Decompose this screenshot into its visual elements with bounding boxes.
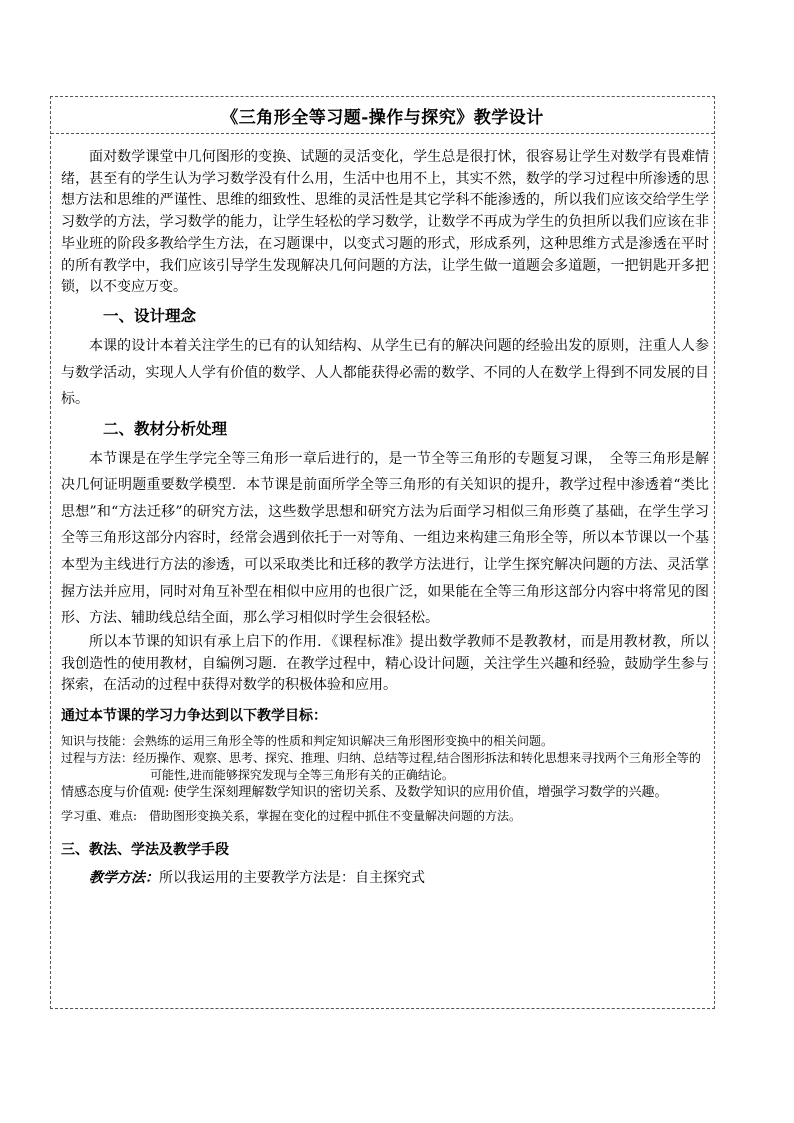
page-title: 《三角形全等习题-操作与探究》教学设计 xyxy=(221,107,544,128)
document-body xyxy=(61,147,709,889)
goal-knowledge: 知识与技能：会熟练的运用三角形全等的性质和判定知识解决三角形图形变换中的相关问题。 xyxy=(61,733,554,748)
intro-paragraph: 面对数学课堂中几何图形的变换、试题的灵活变化，学生总是很打怵，很容易让学生对数学有畏难情绪，甚至有的学生认为学习数学没有什么用，生活中也用不上，其实不然，数学的学习过程中所渗透的思想方法和思维的严谨性、思维的细致性、思维的灵活性是其它学科不能渗透的，所以我们应该交给学生学习数学的方法，学习数学的能力，让学生轻松的学习数学，让数学不再成为学生的负担所以我们应该在非毕业班的阶段多教给学生方法，在习题课中，以变式习题的形式，形成系列，这种思维方式是渗透在平时的所有教学中，我们应该引导学生发现解决几何问题的方法，让学生做一道题会多道题，一把钥匙开多把锁，以不变应万变。 xyxy=(61,149,709,296)
teaching-method-text: 所以我运用的主要教学方法是：自主探究式 xyxy=(159,869,425,886)
material-analysis-paragraph: 本节课是在学生学完全等三角形一章后进行的，是一节全等三角形的专题复习课， 全等三角形是解决几何证明题重要数学模型．本节课是前面所学全等三角形的有关知识的提升，教学过程中渗透着“类比思想”和“方法迁移”的研究方法，这些数学思想和研究方法为后面学习相似三角形奠了基础，在学生学习全等三角形这部分内容时，经常会遇到依托于一对等角、一组边来构建三角形全等，所以本节课以一个基本型为主线进行方法的渗透，可以采取类比和迁移的教学方法进行，让学生探究解决问题的方法、灵活掌握方法并应用，同时对角互补型在相似中应用的也很广泛，如果能在全等三角形这部分内容中将常见的图形、方法、辅助线总结全面，那么学习相似时学生会很轻松。 xyxy=(61,450,709,627)
key-difficult-points: 学习重、难点: 借助图形变换关系，掌握在变化的过程中抓住不变量解决问题的方法。 xyxy=(61,808,522,823)
document-frame xyxy=(50,96,715,1009)
teaching-method-label: 教学方法： xyxy=(89,869,159,886)
material-analysis-paragraph-2: 所以本节课的知识有承上启下的作用．《课程标准》提出数学教师不是教教材，而是用教材教，所以我创造性的使用教材，自编例习题．在教学过程中，精心设计问题，关注学生兴趣和经验，鼓励学生参与探索，在活动的过程中获得对数学的积极体验和应用。 xyxy=(61,633,709,694)
teaching-method-line xyxy=(61,867,709,889)
title-row xyxy=(51,97,714,134)
section-heading-material-analysis: 二、教材分析处理 xyxy=(103,418,228,438)
goal-emotion: 情感态度与价值观: 使学生深刻理解数学知识的密切关系、及数学知识的应用价值，增强学习数学的兴趣。 xyxy=(61,784,668,800)
section-heading-methods: 三、教法、学法及教学手段 xyxy=(61,841,229,858)
goals-heading: 通过本节课的学习力争达到以下教学目标： xyxy=(61,707,327,724)
design-concept-paragraph: 本课的设计本着关注学生的已有的认知结构、从学生已有的解决问题的经验出发的原则，注重人人参与数学活动，实现人人学有价值的数学、人人都能获得必需的数学、不同的人在数学上得到不同发展的目标。 xyxy=(61,337,709,408)
goal-process: 过程与方法：经历操作、观察、思考、探究、推理、归纳、总结等过程,结合图形拆法和转化思想来寻找两个三角形全等的可能性,进而能够探究发现与全等三角形有关的正确结论。 xyxy=(61,750,701,782)
section-heading-design-concept: 一、设计理念 xyxy=(103,305,197,325)
